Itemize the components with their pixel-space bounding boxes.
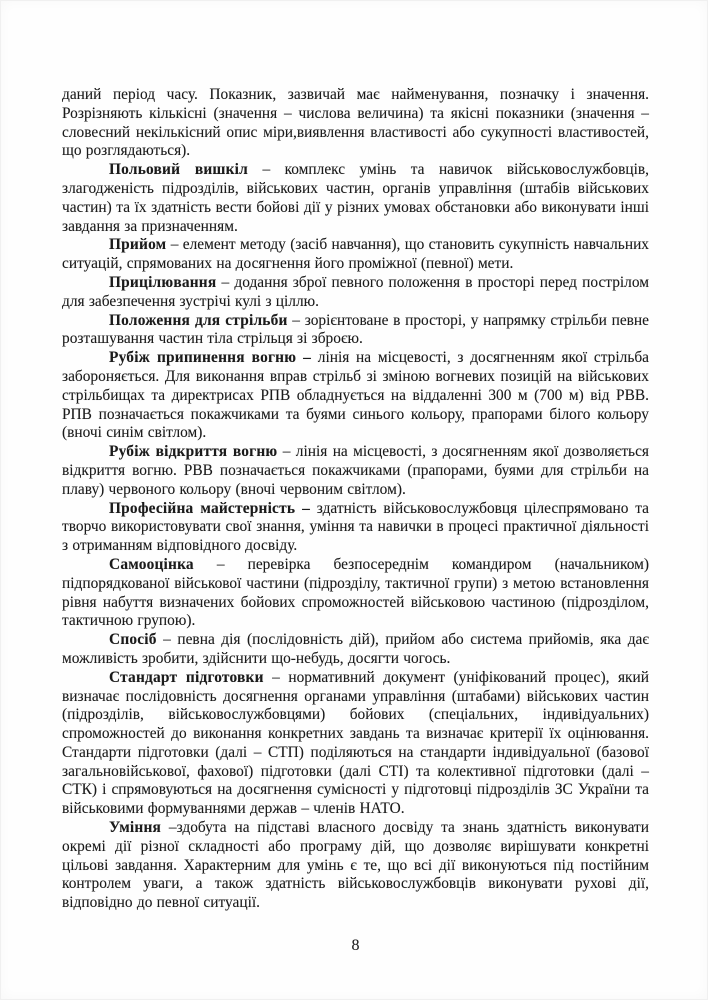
paragraph-text: – нормативний документ (уніфікований процес), який визначає послідовність досягнення органами управління (штабами) військових частин (підрозділів, військовослужбовцями) бойових (спеціальних, індивідуальних) спроможностей до виконання конкретних завдань та визначає критерії їх оцінювання. Стандарти підготовки (далі – СТП) поділяються на стандарти індивідуальної (базової загальновійськової, фахової) підготовки (далі СТІ) та колективної підготовки (далі – СТК) і спрямовуються на досягнення сумісності у підготовці підрозділів ЗС України та військовими формуваннями держав – членів НАТО. [62,668,649,818]
term-bold: Стандарт підготовки [109,668,264,686]
paragraph-text: здатність військовослужбовця цілеспрямовано та творчо використовувати свої знання, уміння та навички в процесі практичної діяльності з отриманням відповідного досвіду. [62,499,649,555]
term-bold: Рубіж припинення вогню – [109,349,312,367]
term-bold: Рубіж відкриття вогню [109,443,278,461]
definition-paragraph [62,631,649,669]
page-number: 8 [351,937,360,954]
paragraph-text: – перевірка безпосереднім командиром (начальником) підпорядкованої військової частини (підрозділу, тактичної групи) з метою встановлення рівня набуття визначених бойових спроможностей військовою частиною (підрозділом, тактичною групою). [62,555,649,630]
definition-paragraph [62,443,649,499]
paragraph-text: – елемент методу (засіб навчання), що становить сукупність навчальних ситуацій, спрямованих на досягнення його проміжної (певної) мети. [62,236,649,273]
paragraph-text: – певна дія (послідовність дій), прийом або система прийомів, яка дає можливість зробити, здійснити що-небудь, досягти чогось. [62,631,649,667]
term-bold: Спосіб [109,631,157,649]
paragraph-text: даний період часу. Показник, зазвичай має найменування, позначку і значення. Розрізняють кількісні (значення – числова величина) та якісні показники (значення – словесний некількісний опис міри,виявлення властивості або сукупності властивостей, що розглядаються). [62,86,649,160]
definition-paragraph [62,236,649,274]
definition-paragraph [62,312,649,350]
definition-paragraph [62,669,649,819]
term-bold: Польовий вишкіл [109,161,248,179]
paragraph-continuation [62,86,649,161]
definition-paragraph [62,500,649,556]
paragraph-text: –здобута на підставі власного досвіду та знань здатність виконувати окремі дії різної складності або програму дій, що дозволяє вирішувати конкретні цільові завдання. Характерним для умінь є те, що всі дії виконуються під постійним контролем уваги, а також здатність військовослужбовців виконувати рухові дії, відповідно до певної ситуації. [62,819,649,912]
definition-paragraph [62,274,649,312]
term-bold: Прийом [109,236,167,254]
term-bold: Прицілювання [109,273,217,291]
paragraph-text: – додання зброї певного положення в просторі перед пострілом для забезпечення зустрічі кулі з ціллю. [62,273,649,310]
term-bold: Професійна майстерність – [109,499,311,517]
definition-paragraph [62,161,649,236]
definition-paragraph [62,349,649,443]
paragraph-text: лінія на місцевості, з досягненням якої стрільба забороняється. Для виконання вправ стрільб зі зміною вогневих позицій на військових стрільбищах та директрисах РПВ обладнується на віддаленні 300 м (700 м) від РВВ. РПВ позначається покажчиками та буями синього кольору, прапорами білого кольору (вночі синім світлом). [62,349,649,442]
term-bold: Уміння [109,819,162,837]
term-bold: Положення для стрільби [109,311,288,329]
term-bold: Самооцінка [109,555,194,573]
definition-paragraph [62,556,649,631]
page-text-block [62,86,649,913]
definition-paragraph [62,819,649,913]
paragraph-text: – лінія на місцевості, з досягненням якої дозволяється відкриття вогню. РВВ позначається покажчиками (прапорами, буями для стрільби на плаву) червоного кольору (вночі червоним світлом). [62,443,649,498]
paragraph-text: – комплекс умінь та навичок військовослужбовців, злагодженість підрозділів, військових частин, органів управління (штабів військових частин) та їх здатність вести бойові дії у різних умовах обстановки або виконувати інші завдання за призначенням. [62,161,649,235]
paragraph-text: – зорієнтоване в просторі, у напрямку стрільби певне розташування частин тіла стрільця зі зброєю. [62,311,649,348]
